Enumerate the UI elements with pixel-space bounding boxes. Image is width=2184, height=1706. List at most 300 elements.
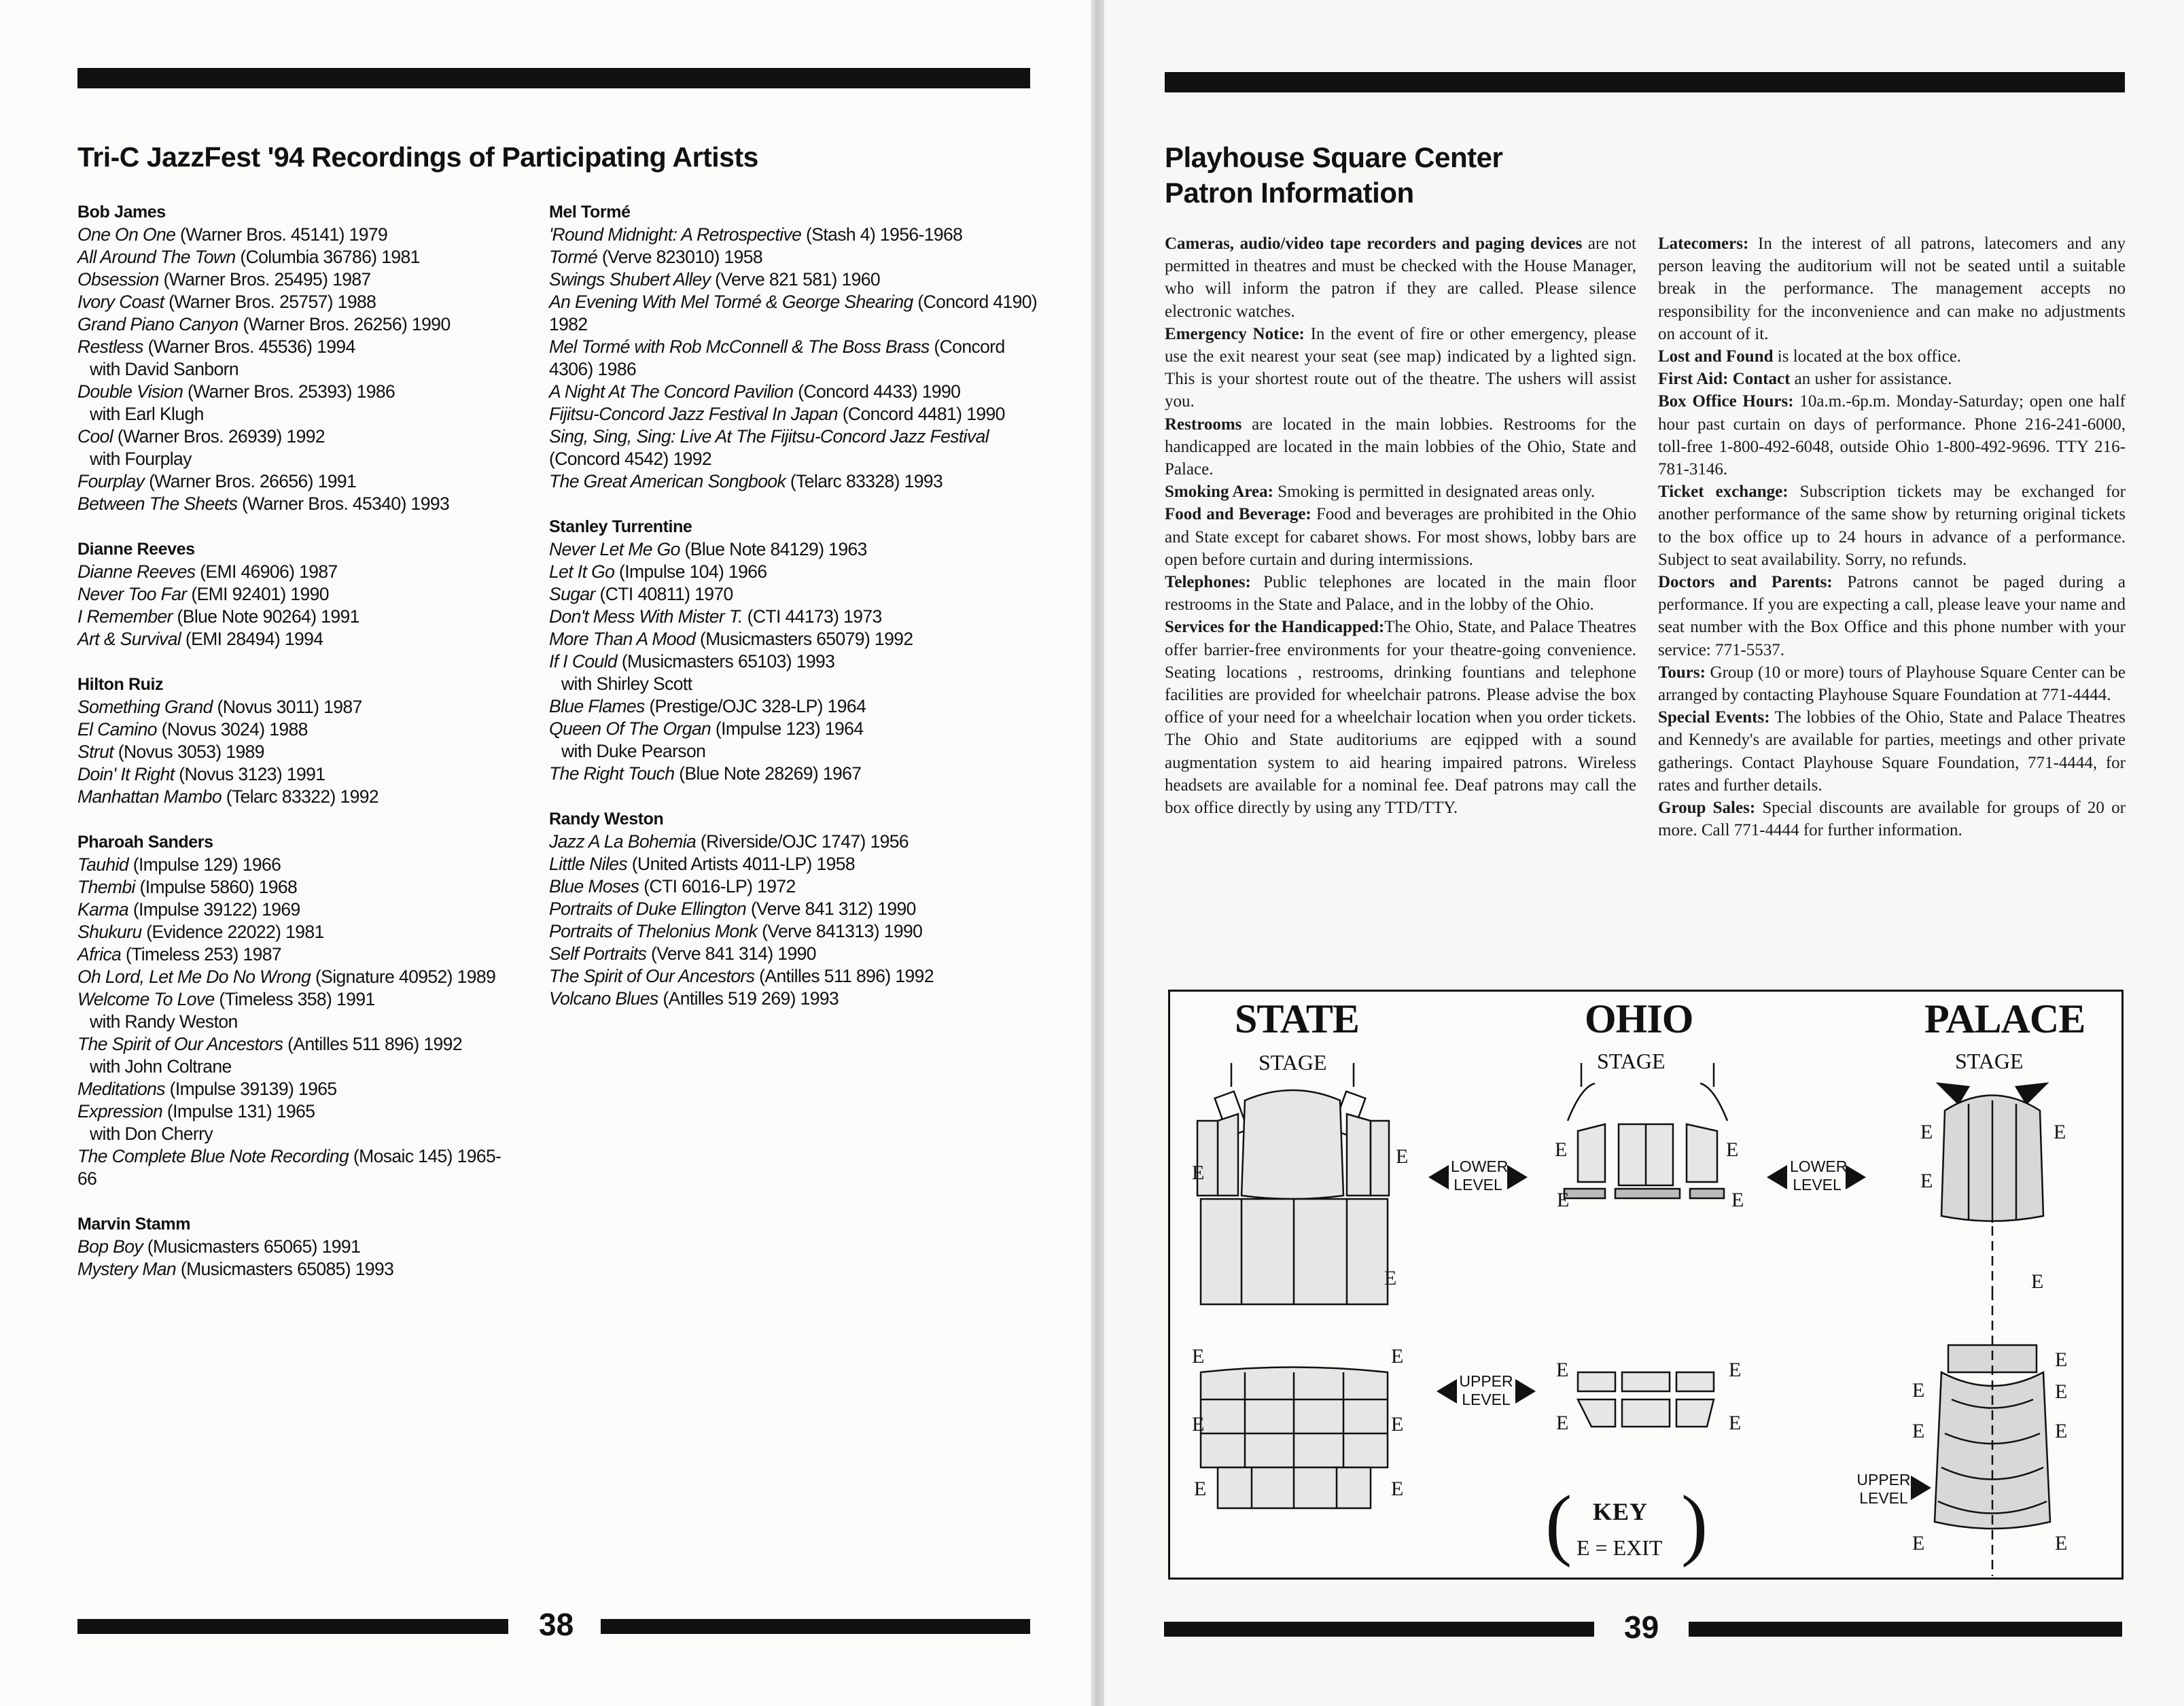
recording-entry xyxy=(549,583,1038,606)
recording-title: El Camino xyxy=(77,719,157,739)
recording-entry xyxy=(549,695,1038,718)
recording-info: (Musicmasters 65103) 1993 xyxy=(617,651,835,672)
recording-info: (CTI 40811) 1970 xyxy=(595,584,733,604)
exit-marker: E xyxy=(1192,1413,1205,1435)
recording-title: Tormé xyxy=(549,247,598,267)
recording-collaborator: with David Sanborn xyxy=(90,359,239,379)
recording-entry xyxy=(77,1100,519,1145)
recording-collaborator: with Fourplay xyxy=(90,449,192,469)
recording-entry xyxy=(549,470,1038,493)
recording-title: Bop Boy xyxy=(77,1236,143,1257)
exit-marker: E xyxy=(1391,1345,1404,1368)
exit-marker: E xyxy=(2031,1270,2044,1293)
info-paragraph xyxy=(1165,413,1636,481)
info-paragraph xyxy=(1165,571,1636,616)
recording-title: Strut xyxy=(77,742,113,762)
recording-entry xyxy=(77,718,519,741)
recording-info: (Concord 4306) 1986 xyxy=(549,336,1005,379)
recording-entry xyxy=(77,741,519,763)
exit-marker: E xyxy=(1556,1359,1569,1381)
book-gutter xyxy=(1091,0,1104,1706)
recording-info: (Blue Note 28269) 1967 xyxy=(674,763,862,784)
recording-entry xyxy=(77,786,519,808)
recording-info: (Impulse 39139) 1965 xyxy=(164,1079,337,1099)
lower-level-label: LOWER LEVEL xyxy=(1451,1157,1509,1194)
info-heading: Ticket exchange: xyxy=(1658,483,1789,502)
recording-entry xyxy=(77,1258,519,1281)
recording-title: Expression xyxy=(77,1101,163,1121)
recording-title: More Than A Mood xyxy=(549,629,696,649)
info-heading: Emergency Notice: xyxy=(1165,324,1305,343)
recording-entry xyxy=(549,718,1038,763)
recording-entry xyxy=(549,246,1038,268)
info-paragraph xyxy=(1165,503,1636,571)
recording-entry xyxy=(77,876,519,899)
recording-info: (Antilles 511 896) 1992 xyxy=(754,966,934,986)
palace-theatre-label: PALACE xyxy=(1924,996,2085,1041)
recording-entry xyxy=(77,854,519,876)
recording-entry xyxy=(77,1236,519,1258)
recording-info: (Concord 4481) 1990 xyxy=(837,404,1005,424)
recording-info: (Warner Bros. 26256) 1990 xyxy=(238,314,451,334)
recording-title: Thembi xyxy=(77,877,135,897)
artist-block xyxy=(549,201,1038,493)
recording-info: (Telarc 83322) 1992 xyxy=(221,786,379,807)
info-text: Food and beverages are prohibited in the Ohio and State except for cabaret shows. For most shows, lobby bars are open before curtain and during intermissions. xyxy=(1165,505,1637,569)
recording-info: (Novus 3053) 1989 xyxy=(113,742,264,762)
upper-level-arrow-right-2 xyxy=(1911,1476,1931,1500)
recording-entry xyxy=(77,988,519,1033)
recording-entry xyxy=(549,853,1038,875)
recording-entry xyxy=(549,943,1038,965)
recording-entry xyxy=(77,899,519,921)
info-paragraph xyxy=(1165,481,1636,503)
recording-entry xyxy=(77,943,519,966)
info-heading: Special Events: xyxy=(1658,708,1770,727)
info-heading: Doctors and Parents: xyxy=(1658,573,1833,592)
recording-title: Don't Mess With Mister T. xyxy=(549,606,743,627)
upper-level-label: UPPER LEVEL xyxy=(1459,1372,1513,1408)
recording-entry xyxy=(77,268,519,291)
recording-info: (CTI 6016-LP) 1972 xyxy=(639,876,796,896)
title-line-2: Patron Information xyxy=(1165,177,1414,209)
recording-info: (Prestige/OJC 328-LP) 1964 xyxy=(644,696,866,716)
recording-title: The Great American Songbook xyxy=(549,471,786,491)
recording-title: The Right Touch xyxy=(549,763,675,784)
info-heading: Tours: xyxy=(1658,663,1706,682)
recording-info: (EMI 28494) 1994 xyxy=(181,629,323,649)
recording-info: (Blue Note 90264) 1991 xyxy=(172,606,359,627)
recording-title: The Spirit of Our Ancestors xyxy=(77,1034,283,1054)
recording-title: Art & Survival xyxy=(77,629,181,649)
recording-title: Doin' It Right xyxy=(77,764,175,784)
palace-stage-label: STAGE xyxy=(1955,1049,2024,1073)
page-number: 39 xyxy=(1624,1609,1659,1645)
info-heading: Food and Beverage: xyxy=(1165,505,1311,524)
recording-title: Manhattan Mambo xyxy=(77,786,222,807)
recording-entry xyxy=(549,381,1038,403)
key-bracket-left: ( xyxy=(1545,1479,1572,1568)
bottom-rule-right xyxy=(601,1619,1030,1634)
recording-info: (Warner Bros. 25393) 1986 xyxy=(183,381,395,402)
lower-level-arrow-left xyxy=(1428,1165,1449,1189)
recording-entry xyxy=(549,650,1038,695)
recording-title: Jazz A La Bohemia xyxy=(549,831,697,852)
exit-marker: E xyxy=(1912,1420,1925,1442)
recording-title: Portraits of Duke Ellington xyxy=(549,899,747,919)
info-text: 10a.m.-6p.m. Monday-Saturday; open one half hour past curtain on days of performance. Phone 216-241-6000, toll-free 1-800-492-6048, outside Ohio 1-800-492-9696. TTY 216-781-3146. xyxy=(1658,392,2126,479)
lower-level-arrow-right xyxy=(1507,1165,1528,1189)
recording-collaborator: with Randy Weston xyxy=(90,1011,238,1032)
bottom-rule-left xyxy=(1164,1622,1594,1637)
recording-entry xyxy=(77,336,519,381)
info-text: are not permitted in theatres and must be checked with the House Manager, who will inform the patron if they are called. Please silence electronic watches. xyxy=(1165,234,1636,321)
recording-collaborator: with John Coltrane xyxy=(90,1056,232,1077)
recording-title: An Evening With Mel Tormé & George Shearing xyxy=(549,292,913,312)
recording-entry xyxy=(549,763,1038,785)
exit-marker: E xyxy=(2054,1121,2066,1143)
info-paragraph xyxy=(1658,661,2126,706)
top-rule xyxy=(1165,72,2125,92)
recording-entry xyxy=(549,875,1038,898)
recording-info: (CTI 44173) 1973 xyxy=(742,606,882,627)
recording-entry xyxy=(549,988,1038,1010)
artist-block xyxy=(77,538,519,650)
lower-level-arrow-left-2 xyxy=(1767,1165,1787,1189)
recording-title: Volcano Blues xyxy=(549,988,658,1009)
recording-info: (Concord 4542) 1992 xyxy=(549,449,712,469)
recording-info: (Warner Bros. 45141) 1979 xyxy=(175,224,388,245)
exit-marker: E xyxy=(2055,1532,2068,1554)
recording-title: Sugar xyxy=(549,584,595,604)
recording-entry xyxy=(77,493,519,515)
recording-title: Meditations xyxy=(77,1079,165,1099)
recording-entry xyxy=(77,313,519,336)
recording-info: (Verve 821 581) 1960 xyxy=(710,269,881,290)
artist-name: Randy Weston xyxy=(549,810,664,829)
info-paragraph xyxy=(1658,390,2126,481)
info-text: The lobbies of the Ohio, State and Palace Theatres and Kennedy's are available for parties, meetings and other private gatherings. Contact Playhouse Square Foundation, 771-4444, for rates and further details. xyxy=(1658,708,2126,795)
recording-title: Dianne Reeves xyxy=(77,561,196,582)
recording-info: (Impulse 39122) 1969 xyxy=(128,899,300,920)
info-heading: Cameras, audio/video tape recorders and paging devices xyxy=(1165,234,1583,253)
exit-marker: E xyxy=(1192,1345,1205,1368)
recording-entry xyxy=(549,831,1038,853)
info-text: Smoking is permitted in designated areas only. xyxy=(1273,483,1596,502)
key-text: E = EXIT xyxy=(1577,1535,1663,1560)
recording-title: 'Round Midnight: A Retrospective xyxy=(549,224,802,245)
info-paragraph xyxy=(1658,571,2126,661)
recording-info: (Musicmasters 65079) 1992 xyxy=(695,629,913,649)
recording-title: If I Could xyxy=(549,651,618,672)
info-heading: Group Sales: xyxy=(1658,799,1756,818)
recording-title: Grand Piano Canyon xyxy=(77,314,239,334)
recording-info: (Verve 841 314) 1990 xyxy=(646,943,816,964)
recording-info: (Verve 841 312) 1990 xyxy=(746,899,916,919)
info-paragraph xyxy=(1165,616,1636,819)
info-heading: Smoking Area: xyxy=(1165,483,1273,502)
info-paragraph xyxy=(1658,481,2126,571)
recording-entry xyxy=(77,381,519,425)
exit-marker: E xyxy=(1726,1138,1739,1161)
info-text: The Ohio, State, and Palace Theatres offer barrier-free environments for your theatre-going convenience. Seating locations , restrooms, drinking fountians and telephone facilities are provided for wheelchair patrons. Please advise the box office of your need for a wheelchair location when you order tickets. The Ohio and State auditoriums are eqipped with a sound augmentation system to aid hearing impaired patrons. Wireless headsets are available for a nominal fee. Deaf patrons may call the box office directly by using any TTD/TTY. xyxy=(1165,618,1637,818)
upper-level-arrow-right xyxy=(1515,1379,1536,1404)
recording-entry xyxy=(77,583,519,606)
recording-title: Sing, Sing, Sing: Live At The Fijitsu-Concord Jazz Festival xyxy=(549,426,989,447)
recording-entry xyxy=(77,921,519,943)
state-theatre-label: STATE xyxy=(1235,996,1359,1041)
recording-info: (Telarc 83328) 1993 xyxy=(786,471,943,491)
recording-title: Restless xyxy=(77,336,143,357)
upper-level-arrow-left xyxy=(1437,1379,1457,1404)
recording-title: Ivory Coast xyxy=(77,292,164,312)
artist-name: Dianne Reeves xyxy=(77,540,195,559)
recording-info: (Warner Bros. 25495) 1987 xyxy=(158,269,371,290)
page-title: Tri-C JazzFest '94 Recordings of Participating Artists xyxy=(77,141,758,173)
recording-entry xyxy=(549,336,1038,381)
exit-marker: E xyxy=(1555,1138,1568,1161)
recording-title: Swings Shubert Alley xyxy=(549,269,711,290)
artist-block xyxy=(549,516,1038,785)
recording-entry xyxy=(549,628,1038,650)
exit-marker: E xyxy=(1912,1532,1925,1554)
recording-entry xyxy=(549,920,1038,943)
exit-marker: E xyxy=(2055,1348,2068,1371)
info-heading: First Aid: Contact xyxy=(1658,370,1791,389)
recording-title: Portraits of Thelonius Monk xyxy=(549,921,758,941)
recording-collaborator: with Shirley Scott xyxy=(561,674,692,694)
title-line-1: Playhouse Square Center xyxy=(1165,141,1503,173)
recording-title: Little Niles xyxy=(549,854,628,874)
recording-info: (Concord 4190) 1982 xyxy=(549,292,1038,334)
recording-entry xyxy=(549,538,1038,561)
info-paragraph xyxy=(1165,323,1636,413)
recording-title: Queen Of The Organ xyxy=(549,718,711,739)
artist-column-left xyxy=(77,201,519,1304)
seating-diagram xyxy=(1168,990,2124,1580)
page-title xyxy=(1165,140,1502,211)
recording-entry xyxy=(549,898,1038,920)
exit-marker: E xyxy=(1391,1413,1404,1435)
recording-info: (Mosaic 145) 1965-66 xyxy=(77,1146,501,1189)
exit-marker: E xyxy=(1729,1359,1742,1381)
exit-marker: E xyxy=(2055,1420,2068,1442)
recording-entry xyxy=(77,224,519,246)
artist-block xyxy=(77,674,519,808)
state-stage-label: STAGE xyxy=(1258,1050,1327,1075)
top-rule xyxy=(77,68,1030,88)
exit-marker: E xyxy=(1912,1379,1925,1402)
recording-info: (Blue Note 84129) 1963 xyxy=(680,539,867,559)
recording-entry xyxy=(77,1078,519,1100)
exit-marker: E xyxy=(1731,1189,1744,1211)
recording-title: Africa xyxy=(77,944,122,964)
info-heading: Box Office Hours: xyxy=(1658,392,1794,411)
recording-info: (Warner Bros. 26939) 1992 xyxy=(113,426,325,447)
info-heading: Latecomers: xyxy=(1658,234,1749,253)
recording-info: (Musicmasters 65065) 1991 xyxy=(142,1236,361,1257)
exit-marker: E xyxy=(1729,1412,1742,1434)
info-heading: Restrooms xyxy=(1165,415,1242,434)
recording-title: One On One xyxy=(77,224,176,245)
recording-info: (EMI 92401) 1990 xyxy=(186,584,329,604)
recording-entry xyxy=(549,561,1038,583)
recording-title: Shukuru xyxy=(77,922,142,942)
recording-title: Let It Go xyxy=(549,561,615,582)
recording-title: Never Too Far xyxy=(77,584,187,604)
recording-collaborator: with Don Cherry xyxy=(90,1124,213,1144)
recording-info: (Impulse 131) 1965 xyxy=(162,1101,315,1121)
recording-title: Double Vision xyxy=(77,381,183,402)
upper-level-label-2: UPPER LEVEL xyxy=(1856,1471,1911,1507)
recording-info: (Timeless 253) 1987 xyxy=(121,944,282,964)
info-text: is located at the box office. xyxy=(1773,347,1962,366)
artist-name: Mel Tormé xyxy=(549,203,631,222)
recording-title: Fourplay xyxy=(77,471,145,491)
artist-name: Bob James xyxy=(77,203,166,222)
recording-title: Never Let Me Go xyxy=(549,539,680,559)
info-paragraph xyxy=(1658,797,2126,841)
recording-info: (Warner Bros. 45536) 1994 xyxy=(143,336,355,357)
recording-info: (Timeless 358) 1991 xyxy=(214,989,375,1009)
recording-info: (Verve 841313) 1990 xyxy=(757,921,923,941)
info-text: In the event of fire or other emergency, please use the exit nearest your seat (see map) indicated by a lighted sign. This is your shortest route out of the theatre. The ushers will assist you. xyxy=(1165,324,1636,411)
recording-info: (Columbia 36786) 1981 xyxy=(235,247,420,267)
recording-info: (Antilles 519 269) 1993 xyxy=(658,988,839,1009)
recording-title: Self Portraits xyxy=(549,943,647,964)
info-heading: Telephones: xyxy=(1165,573,1251,592)
recording-info: (Concord 4433) 1990 xyxy=(793,381,961,402)
recording-entry xyxy=(77,561,519,583)
recording-entry xyxy=(549,403,1038,425)
exit-marker: E xyxy=(1557,1189,1570,1211)
artist-block xyxy=(77,1213,519,1281)
recording-title: Welcome To Love xyxy=(77,989,215,1009)
recording-entry xyxy=(549,268,1038,291)
info-text: are located in the main lobbies. Restrooms for the handicapped are located in the main lobbies of the Ohio, State and Palace. xyxy=(1165,415,1636,479)
recording-entry xyxy=(77,606,519,628)
info-paragraph xyxy=(1658,706,2126,797)
recording-title: A Night At The Concord Pavilion xyxy=(549,381,794,402)
recording-info: (Signature 40952) 1989 xyxy=(311,967,496,987)
recording-info: (Impulse 104) 1966 xyxy=(614,561,767,582)
artist-block xyxy=(77,201,519,515)
exit-marker: E xyxy=(1920,1170,1933,1192)
right-page xyxy=(1104,0,2184,1706)
info-column-left xyxy=(1165,232,1636,819)
recording-info: (Warner Bros. 26656) 1991 xyxy=(144,471,357,491)
recording-entry xyxy=(549,224,1038,246)
exit-marker: E xyxy=(2055,1380,2068,1403)
recording-title: Karma xyxy=(77,899,129,920)
info-paragraph xyxy=(1658,232,2126,345)
artist-block xyxy=(549,808,1038,1010)
key-bracket-right: ) xyxy=(1681,1479,1708,1568)
recording-info: (Novus 3123) 1991 xyxy=(174,764,325,784)
recording-title: Cool xyxy=(77,426,113,447)
info-text: Subscription tickets may be exchanged for another performance of the same show by returning original tickets to the box office up to 24 hours in advance of a performance. Subject to seat availability. Sorry, no refunds. xyxy=(1658,483,2126,569)
recording-info: (Evidence 22022) 1981 xyxy=(141,922,324,942)
recording-entry xyxy=(77,966,519,988)
recording-info: (Novus 3011) 1987 xyxy=(212,697,362,717)
recording-title: Mel Tormé with Rob McConnell & The Boss Brass xyxy=(549,336,930,357)
artist-block xyxy=(77,831,519,1190)
exit-marker: E xyxy=(1556,1412,1569,1434)
recording-title: Oh Lord, Let Me Do No Wrong xyxy=(77,967,311,987)
key-label: KEY xyxy=(1593,1498,1649,1525)
recording-info: (Antilles 511 896) 1992 xyxy=(283,1034,462,1054)
recording-info: (Verve 823010) 1958 xyxy=(597,247,763,267)
recording-title: Between The Sheets xyxy=(77,493,238,514)
recording-title: Something Grand xyxy=(77,697,213,717)
exit-marker: E xyxy=(1194,1478,1207,1500)
recording-title: All Around The Town xyxy=(77,247,236,267)
info-heading: Lost and Found xyxy=(1658,347,1774,366)
recording-title: Obsession xyxy=(77,269,159,290)
recording-entry xyxy=(77,291,519,313)
recording-info: (Warner Bros. 45340) 1993 xyxy=(237,493,450,514)
recording-entry xyxy=(77,763,519,786)
recording-entry xyxy=(77,1145,519,1190)
recording-title: I Remember xyxy=(77,606,173,627)
artist-name: Stanley Turrentine xyxy=(549,517,692,536)
recording-info: (Riverside/OJC 1747) 1956 xyxy=(696,831,909,852)
exit-marker: E xyxy=(1920,1121,1933,1143)
recording-entry xyxy=(549,965,1038,988)
recording-info: (Impulse 129) 1966 xyxy=(128,854,281,875)
recording-title: Fijitsu-Concord Jazz Festival In Japan xyxy=(549,404,838,424)
lower-level-arrow-right-2 xyxy=(1846,1165,1866,1189)
info-text: In the interest of all patrons, latecomers and any person leaving the auditorium will not be seated until a suitable break in the performance. The management accepts no responsibility for the inconvenience and can make no adjustments on account of it. xyxy=(1658,234,2126,343)
recording-entry xyxy=(77,246,519,268)
recording-title: The Spirit of Our Ancestors xyxy=(549,966,755,986)
info-text: Special discounts are available for groups of 20 or more. Call 771-4444 for further information. xyxy=(1658,799,2126,840)
recording-entry xyxy=(77,425,519,470)
exit-marker: E xyxy=(1192,1162,1205,1184)
recording-title: Mystery Man xyxy=(77,1259,177,1279)
recording-info: (Musicmasters 65085) 1993 xyxy=(176,1259,394,1279)
info-column-right xyxy=(1658,232,2126,841)
info-text: Patrons cannot be paged during a performance. If you are expecting a call, please leave your name and seat number with the Box Office and this phone number with your service: 771-5537. xyxy=(1658,573,2126,659)
bottom-rule-left xyxy=(77,1619,508,1634)
recording-entry xyxy=(77,470,519,493)
recording-title: The Complete Blue Note Recording xyxy=(77,1146,349,1166)
exit-marker: E xyxy=(1384,1267,1397,1289)
page-number: 38 xyxy=(539,1607,574,1642)
recording-entry xyxy=(77,1033,519,1078)
recording-info: (Stash 4) 1956-1968 xyxy=(801,224,963,245)
recording-entry xyxy=(77,696,519,718)
artist-name: Hilton Ruiz xyxy=(77,675,164,694)
left-page xyxy=(0,0,1091,1706)
recording-info: (Impulse 5860) 1968 xyxy=(135,877,298,897)
recording-entry xyxy=(549,425,1038,470)
recording-info: (Novus 3024) 1988 xyxy=(156,719,308,739)
info-heading: Services for the Handicapped: xyxy=(1165,618,1385,637)
exit-marker: E xyxy=(1391,1478,1404,1500)
recording-info: (United Artists 4011-LP) 1958 xyxy=(627,854,856,874)
artist-name: Pharoah Sanders xyxy=(77,833,213,852)
recording-info: (Warner Bros. 25757) 1988 xyxy=(164,292,376,312)
bottom-rule-right xyxy=(1689,1622,2122,1637)
artist-column-right xyxy=(549,201,1038,1033)
recording-entry xyxy=(77,628,519,650)
recording-info: (EMI 46906) 1987 xyxy=(195,561,338,582)
seating-plan-drawings xyxy=(1170,992,2121,1578)
map-key xyxy=(1545,1479,1715,1568)
info-paragraph xyxy=(1165,232,1636,323)
artist-name: Marvin Stamm xyxy=(77,1215,191,1234)
